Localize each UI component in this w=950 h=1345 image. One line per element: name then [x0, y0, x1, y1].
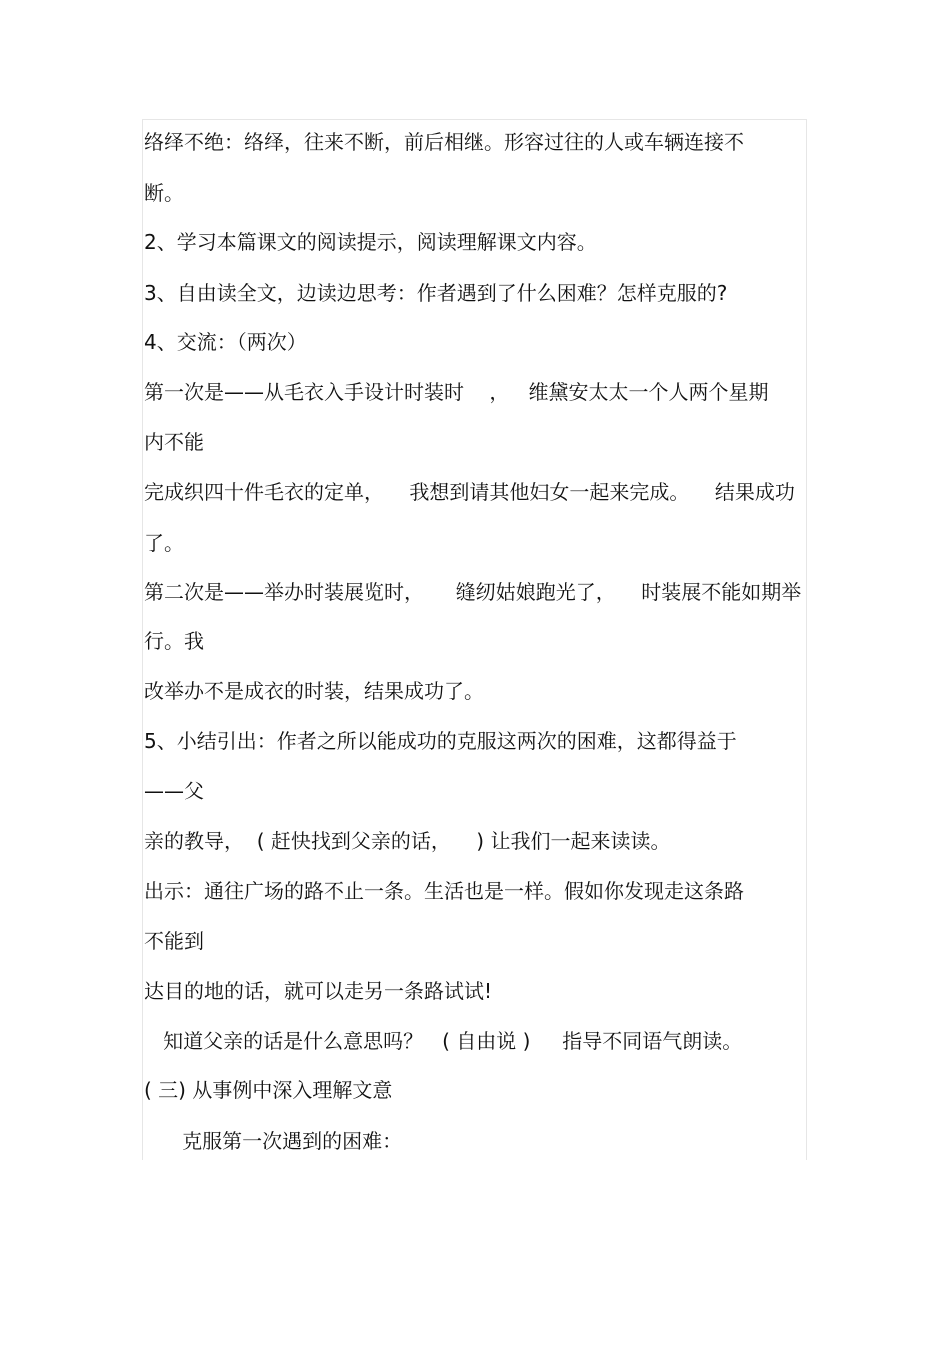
text-line-17: 不能到 [144, 929, 204, 953]
text-line-3: 2、学习本篇课文的阅读提示，阅读理解课文内容。 [144, 230, 597, 254]
text-line-7: 内不能 [144, 430, 204, 454]
text-line-13: 5、小结引出：作者之所以能成功的克服这两次的困难，这都得益于 [144, 729, 737, 753]
text-line-4: 3、自由读全文，边读边思考：作者遇到了什么困难？怎样克服的? [144, 281, 728, 305]
text-line-18: 达目的地的话，就可以走另一条路试试! [144, 979, 493, 1003]
text-line-20: ( 三) 从事例中深入理解文意 [144, 1078, 393, 1102]
text-line-9: 了。 [144, 531, 184, 555]
page-frame [142, 119, 807, 1160]
text-line-16: 出示：通往广场的路不止一条。生活也是一样。假如你发现走这条路 [144, 879, 744, 903]
text-line-2: 断。 [144, 181, 184, 205]
text-line-11: 行。我 [144, 629, 204, 653]
text-line-19: 知道父亲的话是什么意思吗？ ( 自由说 ) 指导不同语气朗读。 [144, 1029, 743, 1053]
text-line-6: 第一次是——从毛衣入手设计时装时 ， 维黛安太太一个人两个星期 [144, 380, 769, 404]
text-line-8: 完成织四十件毛衣的定单， 我想到请其他妇女一起来完成。 结果成功 [144, 480, 795, 504]
text-line-5: 4、交流：（两次） [144, 330, 307, 354]
text-line-10: 第二次是——举办时装展览时， 缝纫姑娘跑光了， 时装展不能如期举 [144, 580, 802, 604]
text-line-15: 亲的教导， ( 赶快找到父亲的话， ) 让我们一起来读读。 [144, 829, 671, 853]
text-line-12: 改举办不是成衣的时装，结果成功了。 [144, 679, 484, 703]
text-line-21: 克服第一次遇到的困难： [144, 1129, 403, 1153]
text-line-14: ——父 [144, 779, 204, 803]
text-line-1: 络绎不绝：络绎，往来不断，前后相继。形容过往的人或车辆连接不 [144, 130, 744, 154]
